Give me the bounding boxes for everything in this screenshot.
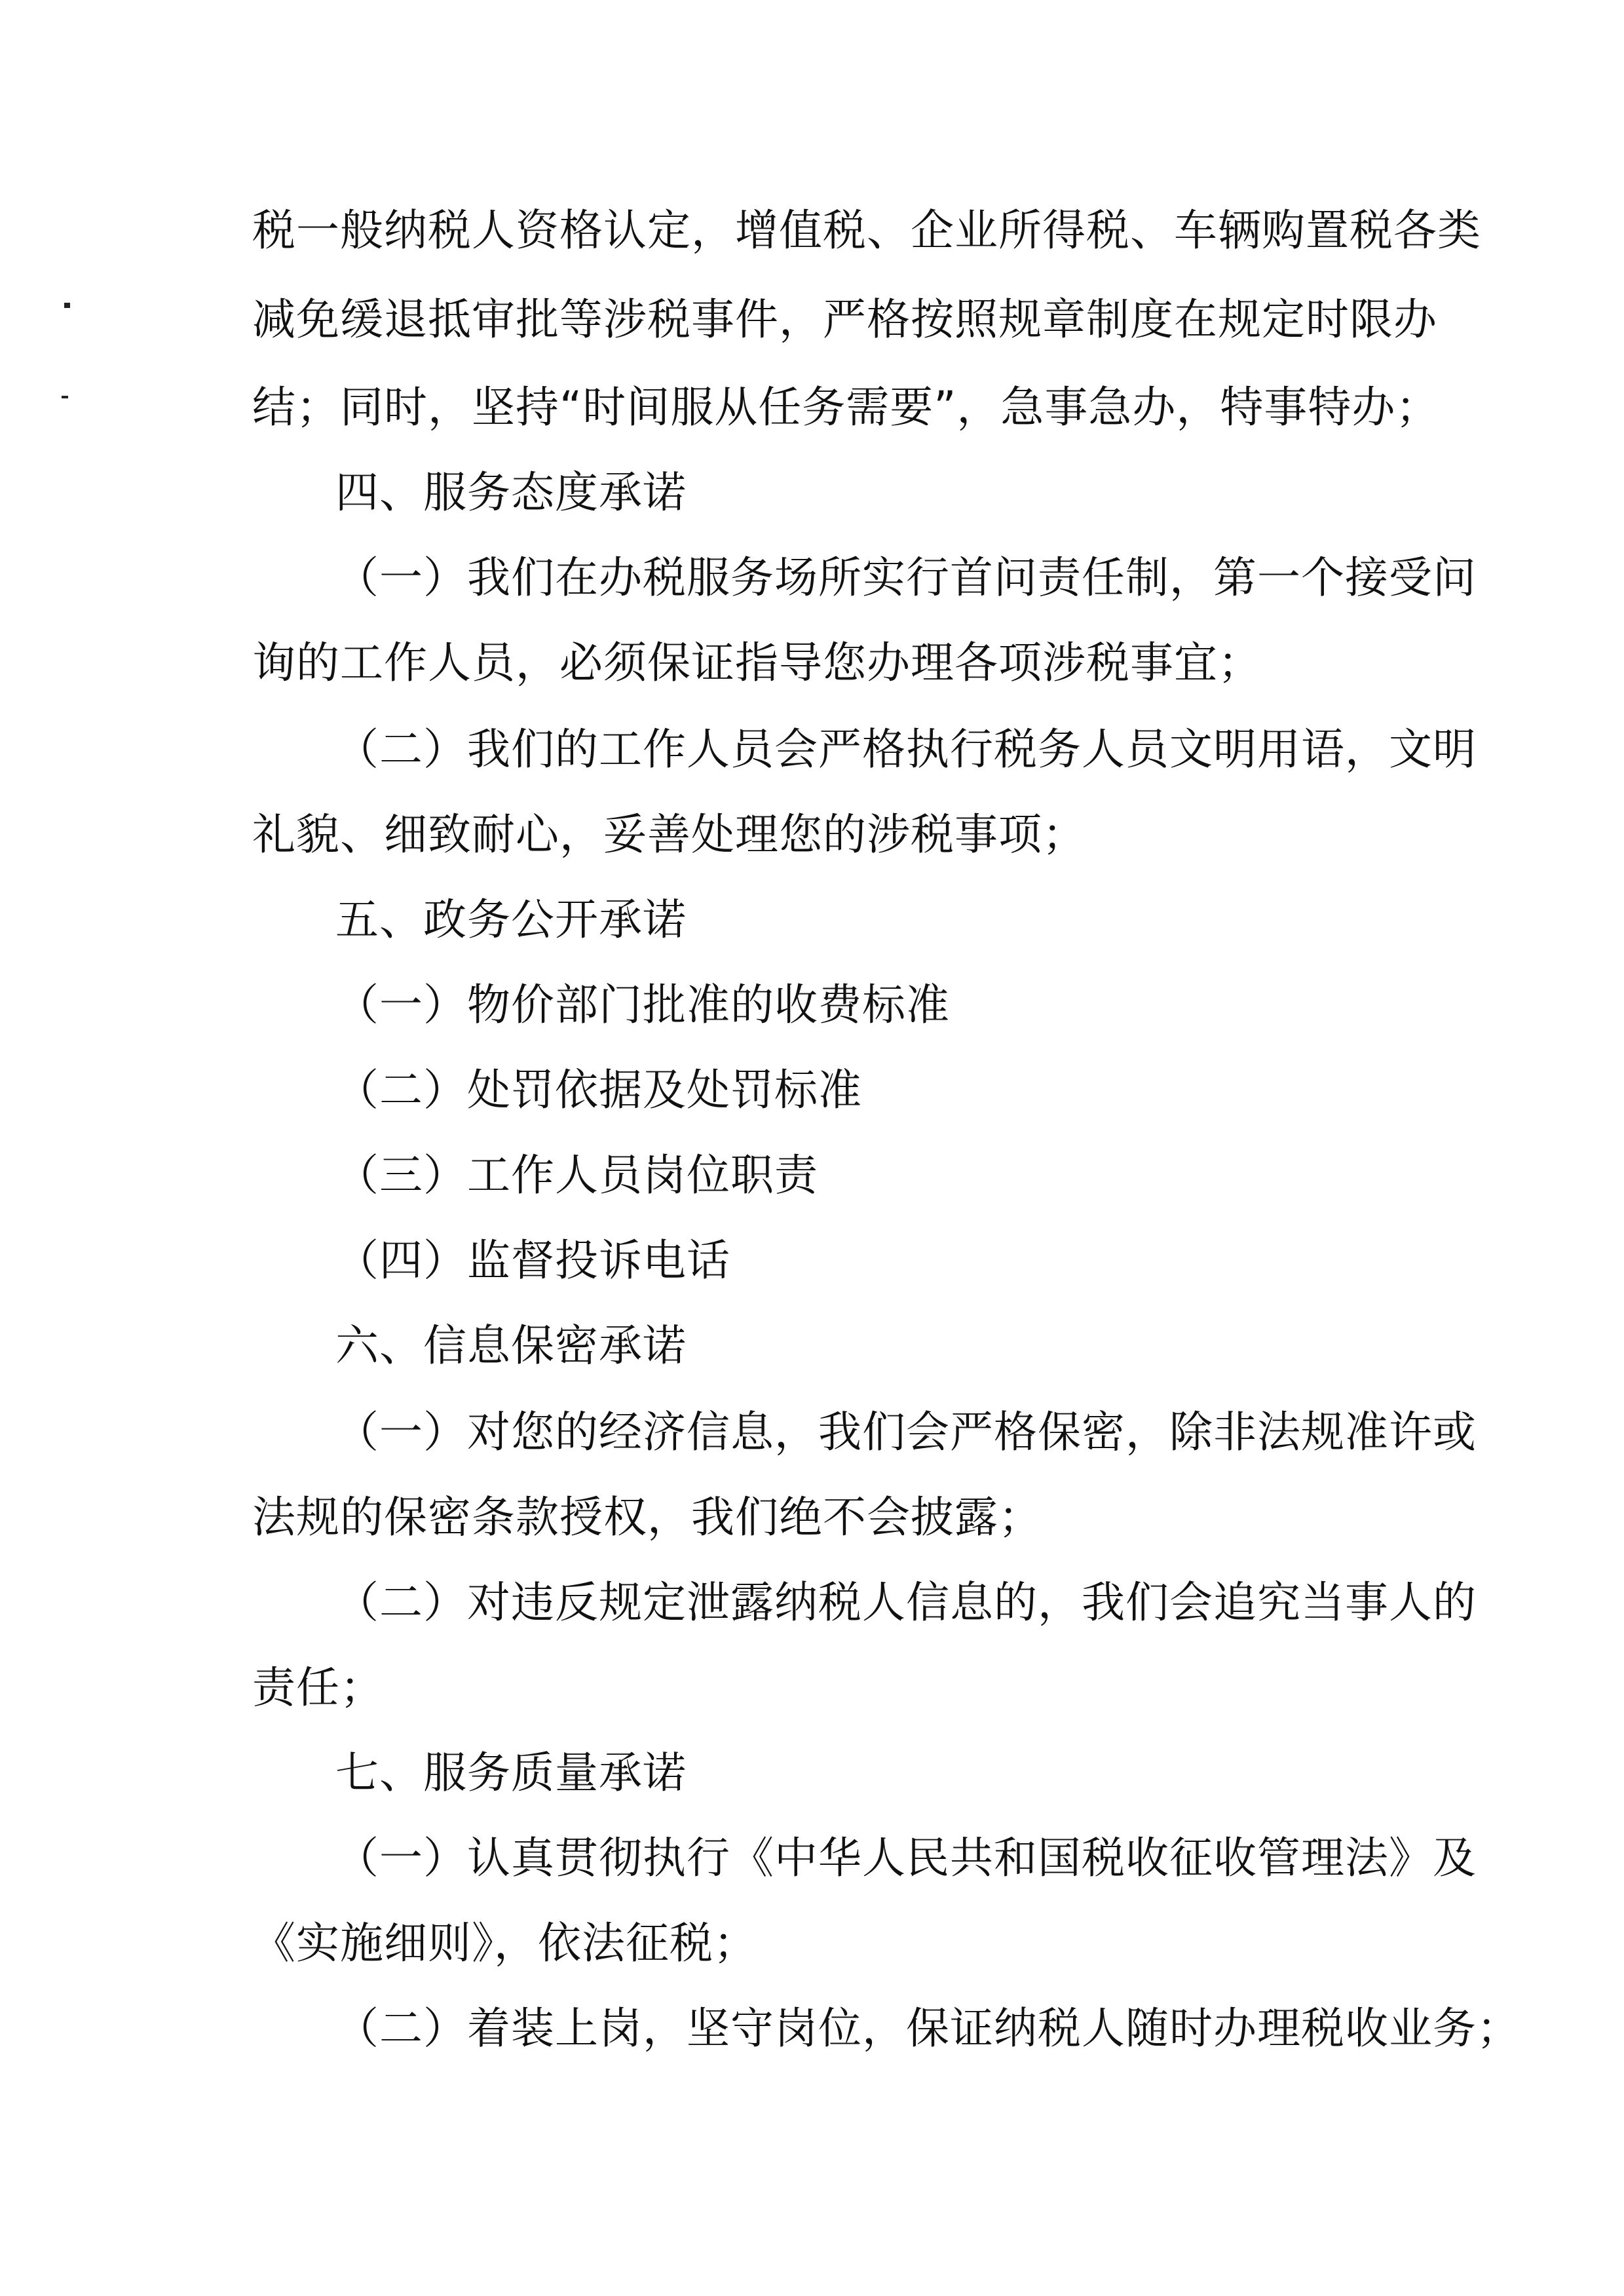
body-line-13: （四）监督投诉电话 [335,1235,730,1286]
body-line-7: （二）我们的工作人员会严格执行税务人员文明用语，文明 [335,724,1477,775]
body-line-8: 礼貌、细致耐心，妥善处理您的涉税事项； [252,809,1086,860]
body-line-1: 税一般纳税人资格认定，增值税、企业所得税、车辆购置税各类 [252,205,1481,256]
section-heading-7: 七、服务质量承诺 [335,1748,687,1798]
body-line-17: （二）对违反规定泄露纳税人信息的，我们会追究当事人的 [335,1577,1477,1628]
body-line-11: （二）处罚依据及处罚标准 [335,1065,862,1115]
body-line-16: 法规的保密条款授权，我们绝不会披露； [252,1492,1042,1542]
body-line-5: （一）我们在办税服务场所实行首问责任制，第一个接受问 [335,552,1477,603]
body-line-15: （一）对您的经济信息，我们会严格保密，除非法规准许或 [335,1407,1477,1457]
body-line-6: 询的工作人员，必须保证指导您办理各项涉税事宜； [252,638,1262,688]
binding-mark-1 [64,303,70,308]
section-heading-4: 四、服务态度承诺 [335,467,687,518]
body-line-10: （一）物价部门批准的收费标准 [335,980,950,1030]
body-line-21: 《实施细则》，依法征税； [252,1918,757,1968]
binding-mark-2 [62,396,68,398]
body-line-3: 结；同时，坚持“时间服从任务需要”，急事急办，特事特办； [252,382,1440,432]
section-heading-5: 五、政务公开承诺 [335,894,687,945]
body-line-2: 减免缓退抵审批等涉税事件，严格按照规章制度在规定时限办 [252,294,1437,345]
body-line-12: （三）工作人员岗位职责 [335,1150,818,1200]
body-line-22: （二）着装上岗，坚守岗位，保证纳税人随时办理税收业务； [335,2003,1520,2054]
body-line-18: 责任； [252,1662,384,1713]
section-heading-6: 六、信息保密承诺 [335,1320,687,1371]
body-line-20: （一）认真贯彻执行《中华人民共和国税收征收管理法》及 [335,1833,1477,1883]
